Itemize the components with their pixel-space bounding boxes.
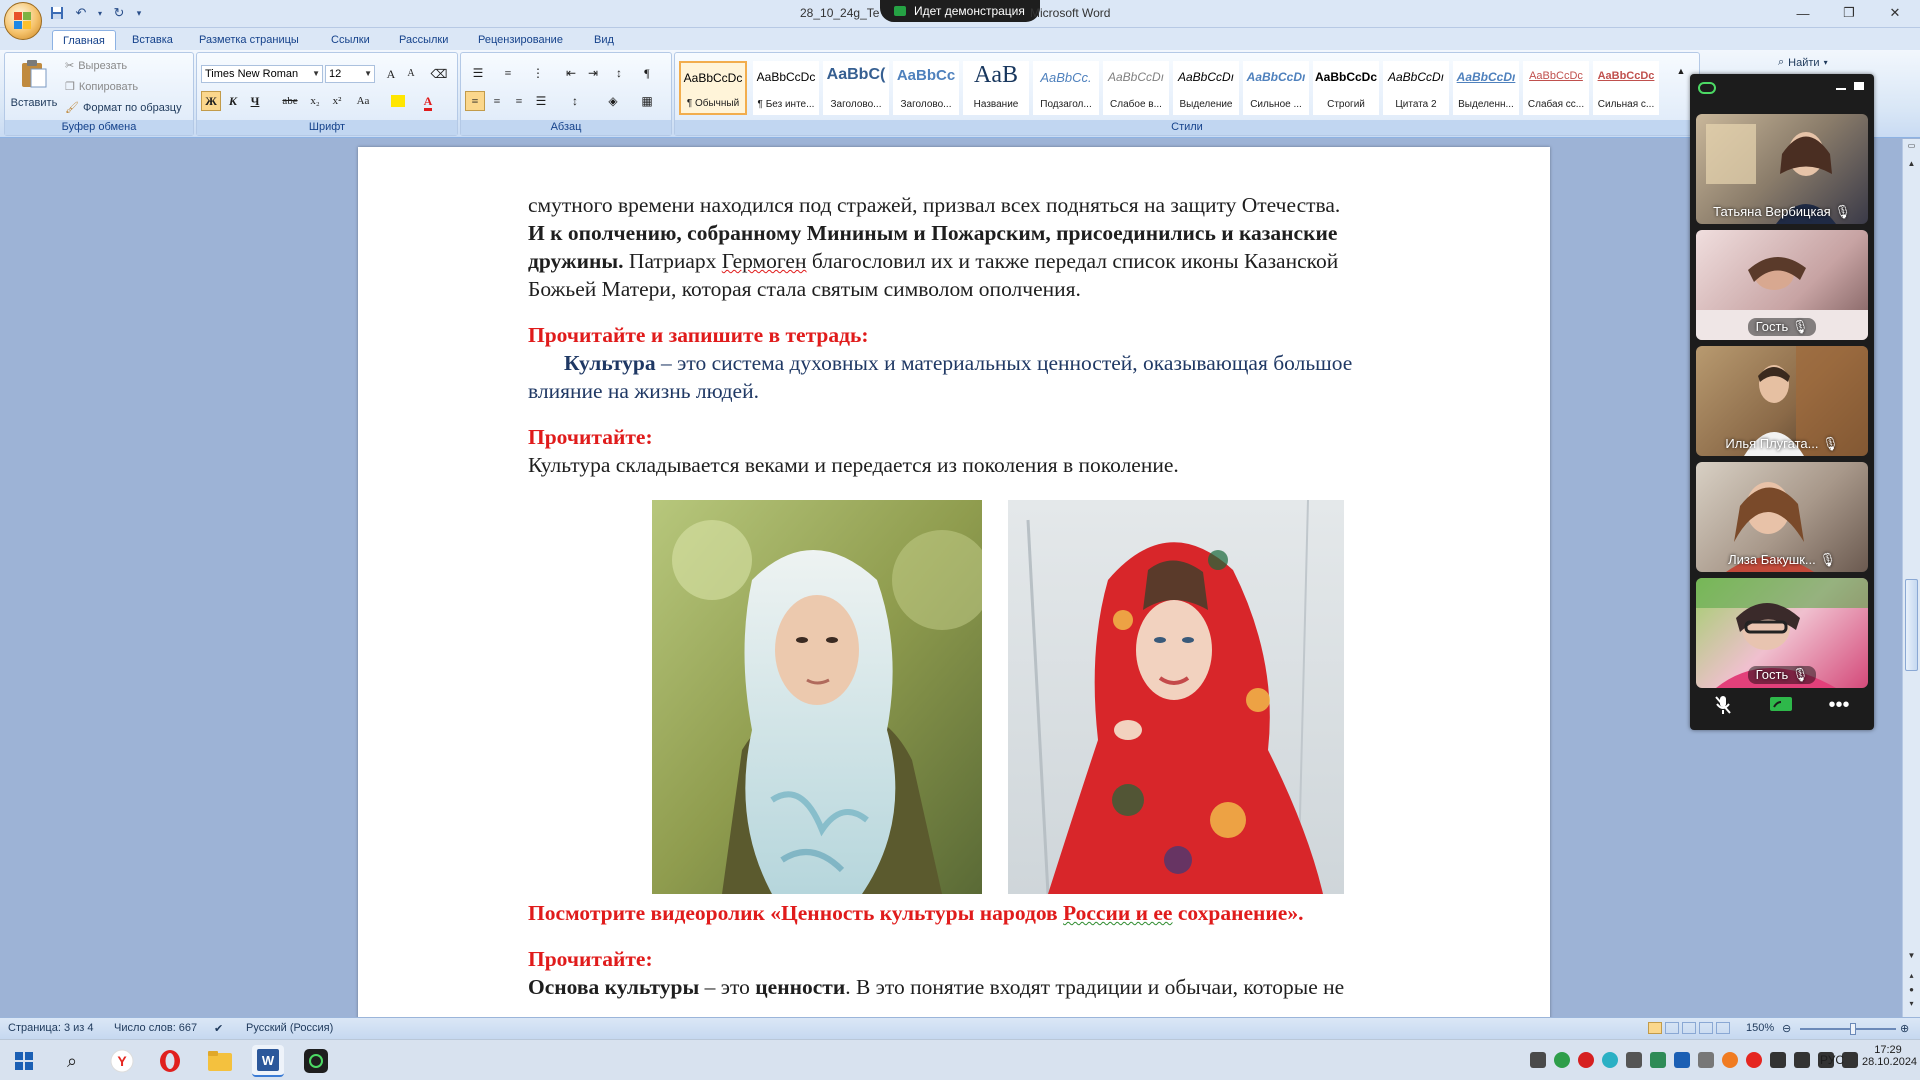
participant-name [1696, 204, 1868, 220]
font-color-icon: A [424, 94, 433, 111]
microphone-off-icon [1713, 694, 1733, 716]
find-label: Найти [1788, 56, 1820, 69]
font-color-button[interactable] [415, 91, 441, 111]
undo-dropdown-icon[interactable]: ▾ [97, 8, 102, 18]
style-sample: AaBbCcDı [1387, 70, 1445, 84]
tab-page-layout[interactable]: Разметка страницы [199, 34, 299, 46]
doc-bold-text: Основа культуры [528, 975, 700, 999]
bullets-icon[interactable]: ☰ [472, 66, 484, 80]
doc-text: благословил их и также передал список иконы Казанской [806, 249, 1339, 273]
tab-view[interactable]: Вид [594, 34, 614, 46]
print-layout-icon[interactable] [1648, 1022, 1662, 1034]
zoom-out-icon[interactable]: ⊖ [1782, 1023, 1792, 1035]
bold-label: Ж [205, 94, 217, 108]
italic-label: К [228, 94, 238, 108]
zoom-in-icon[interactable]: ⊕ [1900, 1023, 1910, 1035]
chevron-down-icon: ▼ [312, 69, 320, 78]
decrease-indent-icon[interactable]: ⇤ [565, 66, 577, 80]
tray-device-icon[interactable] [1626, 1052, 1642, 1068]
network-icon[interactable] [1842, 1052, 1858, 1068]
microphone-icon[interactable] [1770, 1052, 1786, 1068]
style-label: Сильное ... [1250, 99, 1302, 110]
clock[interactable] [1862, 1044, 1918, 1068]
style-sample: AaBbCcDı [1177, 70, 1235, 84]
minimize-call-icon[interactable] [1836, 88, 1846, 90]
style-sample: AaBbCcDc [1597, 70, 1655, 82]
style-label: Слабое в... [1110, 99, 1162, 110]
battery-icon[interactable] [1794, 1052, 1810, 1068]
windows-start-icon[interactable] [8, 1045, 40, 1077]
doc-term: Культура [564, 351, 656, 375]
style-sample: AaBbCcDc [756, 70, 816, 84]
doc-bold-text: ценности [755, 975, 846, 999]
screen-share-button[interactable] [1766, 692, 1796, 718]
shrink-font-button[interactable] [401, 64, 421, 84]
binoculars-icon: ⌕ [1778, 56, 1785, 68]
previous-page-icon[interactable]: ▴ [1909, 971, 1914, 980]
tab-insert[interactable]: Вставка [132, 34, 173, 46]
participant-name-text: Гость [1755, 667, 1789, 682]
sort-icon[interactable]: ↕ [616, 66, 622, 80]
ribbon-tabs [0, 28, 1920, 50]
style-label: ¶ Обычный [686, 98, 740, 109]
font-size-select[interactable] [325, 65, 375, 83]
woman-shawl-photo[interactable] [1008, 500, 1344, 894]
screen-share-icon [894, 6, 906, 16]
change-case-button[interactable] [351, 91, 375, 111]
tab-home[interactable]: Главная [52, 30, 116, 50]
style-sample: AaBbCcDc [683, 71, 743, 85]
search-icon[interactable]: ⌕ [66, 1050, 78, 1071]
participant-tile[interactable] [1696, 346, 1868, 456]
style-strong[interactable] [1313, 61, 1379, 115]
save-icon[interactable] [48, 4, 66, 22]
style-sample: AaBbCcDc [1314, 70, 1377, 84]
doc-line [528, 247, 1448, 275]
style-sample: AaBbCcDc [1529, 70, 1583, 82]
chevron-down-icon: ▾ [1823, 58, 1828, 67]
superscript-button[interactable] [327, 91, 347, 111]
woman-hijab-photo[interactable] [652, 500, 982, 894]
zoom-level[interactable]: 150% [1746, 1022, 1775, 1034]
outline-icon[interactable] [1699, 1022, 1713, 1034]
style-label: Строгий [1327, 99, 1365, 110]
participant-tile[interactable] [1696, 114, 1868, 224]
tray-browser-icon[interactable] [1746, 1052, 1762, 1068]
doc-line [528, 349, 1448, 377]
format-painter-label: Формат по образцу [82, 101, 182, 114]
grow-font-label: A [386, 67, 396, 81]
font-family-select[interactable] [201, 65, 323, 83]
undo-icon[interactable]: ↶ [75, 5, 87, 20]
screen-share-icon [1769, 696, 1793, 714]
grammar-flagged-text: России и ее [1063, 901, 1173, 925]
doc-video-line [528, 899, 1448, 927]
microphone-icon: 🎙 [1834, 204, 1851, 219]
select-browse-object-icon[interactable]: ● [1909, 985, 1914, 994]
doc-heading: Прочитайте: [528, 947, 653, 971]
doc-line: И к ополчению, собранному Мининым и Пожарским, присоединились и казанские [528, 221, 1338, 245]
paste-label: Вставить [10, 97, 58, 109]
view-buttons [1648, 1022, 1730, 1034]
screen-share-indicator[interactable] [880, 0, 1040, 22]
doc-text: . В это понятие входят традиции и обычаи, которые не [845, 975, 1345, 999]
tray-network-app-icon[interactable] [1602, 1052, 1618, 1068]
input-language[interactable]: РУС [1820, 1053, 1845, 1067]
microphone-icon: 🎙 [1822, 436, 1839, 451]
doc-heading: Прочитайте и запишите в тетрадь: [528, 323, 869, 347]
cut-label: Вырезать [78, 59, 128, 72]
shrink-font-label: A [407, 68, 415, 79]
brush-icon: 🖌 [65, 102, 79, 114]
office-button[interactable] [4, 2, 42, 40]
strikethrough-button[interactable] [277, 91, 303, 111]
document-workspace [0, 139, 1920, 1017]
style-sample: AaB [974, 62, 1018, 88]
video-call-panel[interactable] [1690, 74, 1874, 730]
call-app-icon [1698, 82, 1716, 94]
ruler-toggle-icon[interactable]: ▭ [1907, 141, 1916, 150]
clock-date: 28.10.2024 [1862, 1056, 1918, 1068]
style-label: Цитата 2 [1395, 99, 1437, 110]
align-left-icon[interactable]: ≡ [465, 91, 485, 111]
style-emphasis[interactable] [1173, 61, 1239, 115]
style-sample: AaBbCcDı [1246, 70, 1306, 84]
shading-icon[interactable]: ◈ [608, 94, 618, 108]
italic-button[interactable] [223, 91, 243, 111]
font-size-value: 12 [329, 68, 342, 80]
copy-label: Копировать [78, 80, 139, 93]
style-subtle-emphasis[interactable] [1103, 61, 1169, 115]
paste-icon [19, 59, 49, 89]
highlight-color-button[interactable] [385, 91, 411, 111]
line-spacing-icon[interactable]: ↕ [572, 94, 578, 108]
tray-status-icon[interactable] [1554, 1052, 1570, 1068]
borders-icon[interactable]: ▦ [641, 94, 653, 108]
style-label: Заголово... [830, 99, 882, 110]
minimize-icon[interactable]: — [1796, 5, 1810, 21]
style-heading2[interactable] [893, 61, 959, 115]
spellcheck-icon[interactable]: ✔ [214, 1023, 224, 1035]
file-explorer-icon[interactable] [204, 1045, 236, 1077]
scroll-down-icon[interactable]: ▼ [1907, 951, 1916, 960]
copy-icon: ❐ [65, 81, 75, 93]
font-group [196, 52, 458, 136]
subscript-button[interactable] [305, 91, 325, 111]
next-page-icon[interactable]: ▾ [1909, 999, 1914, 1008]
paragraph-group [460, 52, 672, 136]
clipboard-group [4, 52, 194, 136]
doc-text: Патриарх [623, 249, 722, 273]
doc-line [528, 973, 1448, 1001]
style-sample: AaBbC( [826, 66, 886, 83]
participant-name [1696, 436, 1868, 452]
style-sample: AaBbCcDı [1107, 70, 1165, 84]
tab-references[interactable]: Ссылки [331, 34, 370, 46]
find-button[interactable] [1778, 56, 1828, 69]
clear-formatting-icon[interactable]: ⌫ [430, 67, 448, 81]
redo-icon[interactable]: ↻ [113, 5, 125, 20]
style-subtle-reference[interactable] [1523, 61, 1589, 115]
participant-name-text: Лиза Бакушк... [1728, 552, 1816, 567]
status-bar [0, 1017, 1920, 1039]
yandex-browser-icon[interactable] [106, 1045, 138, 1077]
participant-name-text: Татьяна Вербицкая [1713, 204, 1831, 219]
participant-name-text: Илья Плугата... [1725, 436, 1819, 451]
participant-name [1696, 666, 1868, 684]
tray-sound-app-icon[interactable] [1698, 1052, 1714, 1068]
bluetooth-icon[interactable] [1674, 1052, 1690, 1068]
style-intense-reference[interactable] [1593, 61, 1659, 115]
document-page[interactable] [358, 147, 1550, 1025]
align-center-icon[interactable]: ≡ [493, 94, 501, 108]
microphone-icon: 🎙 [1819, 552, 1836, 567]
call-header [1690, 74, 1874, 104]
style-sample: AaBbCcDı [1456, 70, 1516, 84]
style-no-spacing[interactable] [753, 61, 819, 115]
style-label: Слабая сс... [1527, 99, 1585, 110]
screen-share-label: Идет демонстрация [914, 4, 1025, 18]
participant-tile[interactable] [1696, 462, 1868, 572]
style-label: Выделение [1179, 99, 1233, 110]
style-label: Название [973, 99, 1019, 110]
style-label: ¶ Без инте... [757, 99, 815, 110]
scrollbar-thumb[interactable] [1905, 579, 1918, 671]
more-options-icon[interactable]: ••• [1828, 693, 1850, 716]
style-label: Выделенн... [1458, 99, 1514, 110]
tab-mailings[interactable]: Рассылки [399, 34, 449, 46]
ribbon [0, 50, 1920, 138]
font-family-value: Times New Roman [205, 68, 299, 80]
subscript-label: x₂ [310, 95, 320, 107]
doc-line: смутного времени находился под стражей, призвал всех подняться на защиту Отечества. [528, 193, 1341, 217]
video-call-app-icon[interactable] [300, 1045, 332, 1077]
doc-line: Божьей Матери, которая стала святым символом ополчения. [528, 277, 1081, 301]
tray-update-icon[interactable] [1722, 1052, 1738, 1068]
full-screen-reading-icon[interactable] [1665, 1022, 1679, 1034]
restore-icon[interactable]: ❐ [1843, 5, 1855, 20]
style-sample: AaBbCc. [1040, 70, 1092, 85]
cut-button[interactable] [65, 59, 127, 72]
show-marks-icon[interactable]: ¶ [644, 66, 650, 80]
taskbar [0, 1039, 1920, 1080]
style-heading1[interactable] [823, 61, 889, 115]
doc-line: Культура складывается веками и передается из поколения в поколение. [528, 453, 1179, 477]
format-painter-button[interactable] [65, 101, 182, 114]
doc-text: сохранение». [1172, 901, 1304, 925]
highlighter-icon [391, 95, 405, 107]
justify-icon[interactable]: ☰ [535, 94, 547, 108]
superscript-label: x² [332, 95, 342, 107]
style-subtitle[interactable] [1033, 61, 1099, 115]
doc-line: влияние на жизнь людей. [528, 379, 759, 403]
style-quote2[interactable] [1383, 61, 1449, 115]
tray-app-icon[interactable] [1530, 1052, 1546, 1068]
web-layout-icon[interactable] [1682, 1022, 1696, 1034]
zoom-slider[interactable] [1800, 1028, 1896, 1030]
clock-time: 17:29 [1874, 1044, 1902, 1056]
underline-label: Ч [250, 94, 260, 108]
svg-text:Y: Y [117, 1053, 127, 1069]
style-label: Сильная с... [1597, 99, 1655, 110]
participant-tile[interactable] [1696, 230, 1868, 340]
styles-scroll-up-icon[interactable]: ▲ [1676, 66, 1686, 76]
vertical-scrollbar[interactable] [1902, 139, 1920, 1017]
maximize-call-icon[interactable] [1854, 82, 1864, 90]
doc-text: – это [699, 975, 756, 999]
customize-qat-icon[interactable]: ▾ [136, 7, 142, 18]
mute-microphone-button[interactable] [1708, 692, 1738, 718]
tray-nvidia-icon[interactable] [1650, 1052, 1666, 1068]
underline-button[interactable] [245, 91, 265, 111]
paste-button[interactable] [9, 57, 59, 119]
misspelled-word: Гермоген [721, 249, 807, 273]
style-title[interactable] [963, 61, 1029, 115]
word-taskbar-icon[interactable] [252, 1045, 284, 1077]
draft-icon[interactable] [1716, 1022, 1730, 1034]
microphone-icon: 🎙 [1791, 667, 1809, 682]
zoom-slider-handle[interactable] [1850, 1023, 1856, 1035]
change-case-label: Aa [356, 95, 370, 107]
style-sample: AaBbCc [896, 67, 956, 84]
numbering-icon[interactable]: ≡ [504, 66, 512, 80]
font-group-label: Шрифт [197, 120, 457, 135]
document-title: 28_10_24g_Te [800, 6, 880, 20]
copy-button[interactable] [65, 80, 138, 93]
participant-name [1696, 552, 1868, 568]
increase-indent-icon[interactable]: ⇥ [587, 66, 599, 80]
style-label: Подзагол... [1040, 99, 1092, 110]
language-indicator[interactable]: Русский (Россия) [246, 1022, 334, 1034]
scissors-icon: ✂ [65, 60, 75, 72]
office-logo-icon [14, 12, 32, 30]
doc-text: – это система духовных и материальных ценностей, оказывающая большое [655, 351, 1353, 375]
grow-font-button[interactable] [381, 64, 401, 84]
photos-row [652, 500, 1352, 894]
clipboard-group-label: Буфер обмена [5, 120, 193, 135]
style-label: Заголово... [900, 99, 952, 110]
quick-access-toolbar [48, 4, 144, 22]
participant-name [1696, 318, 1868, 336]
svg-text:W: W [261, 1053, 275, 1068]
style-intense-quote[interactable] [1453, 61, 1519, 115]
doc-heading: Прочитайте: [528, 425, 653, 449]
opera-browser-icon[interactable] [154, 1045, 186, 1077]
align-right-icon[interactable]: ≡ [515, 94, 523, 108]
doc-bold-text: дружины. [528, 249, 624, 273]
chevron-down-icon: ▼ [364, 69, 372, 78]
app-title: Microsoft Word [1030, 6, 1111, 20]
strike-label: abe [282, 95, 298, 107]
close-icon[interactable]: ✕ [1889, 5, 1901, 20]
participant-name-text: Гость [1755, 319, 1789, 334]
paragraph-group-label: Абзац [461, 120, 671, 135]
title-bar [0, 0, 1920, 28]
tray-record-icon[interactable] [1578, 1052, 1594, 1068]
style-normal[interactable] [679, 61, 747, 115]
scroll-up-icon[interactable]: ▲ [1907, 159, 1916, 168]
page-counter[interactable]: Страница: 3 из 4 [8, 1022, 94, 1034]
word-count[interactable]: Число слов: 667 [114, 1022, 198, 1034]
doc-text: Посмотрите видеоролик «Ценность культуры народов [528, 901, 1064, 925]
microphone-icon: 🎙 [1791, 319, 1809, 334]
multilevel-list-icon[interactable]: ⋮ [532, 66, 544, 80]
bold-button[interactable] [201, 91, 221, 111]
style-intense-emphasis[interactable] [1243, 61, 1309, 115]
tab-review[interactable]: Рецензирование [478, 34, 563, 46]
styles-group-label: Стили [675, 120, 1699, 135]
styles-group [674, 52, 1700, 136]
participant-tile[interactable] [1696, 578, 1868, 688]
